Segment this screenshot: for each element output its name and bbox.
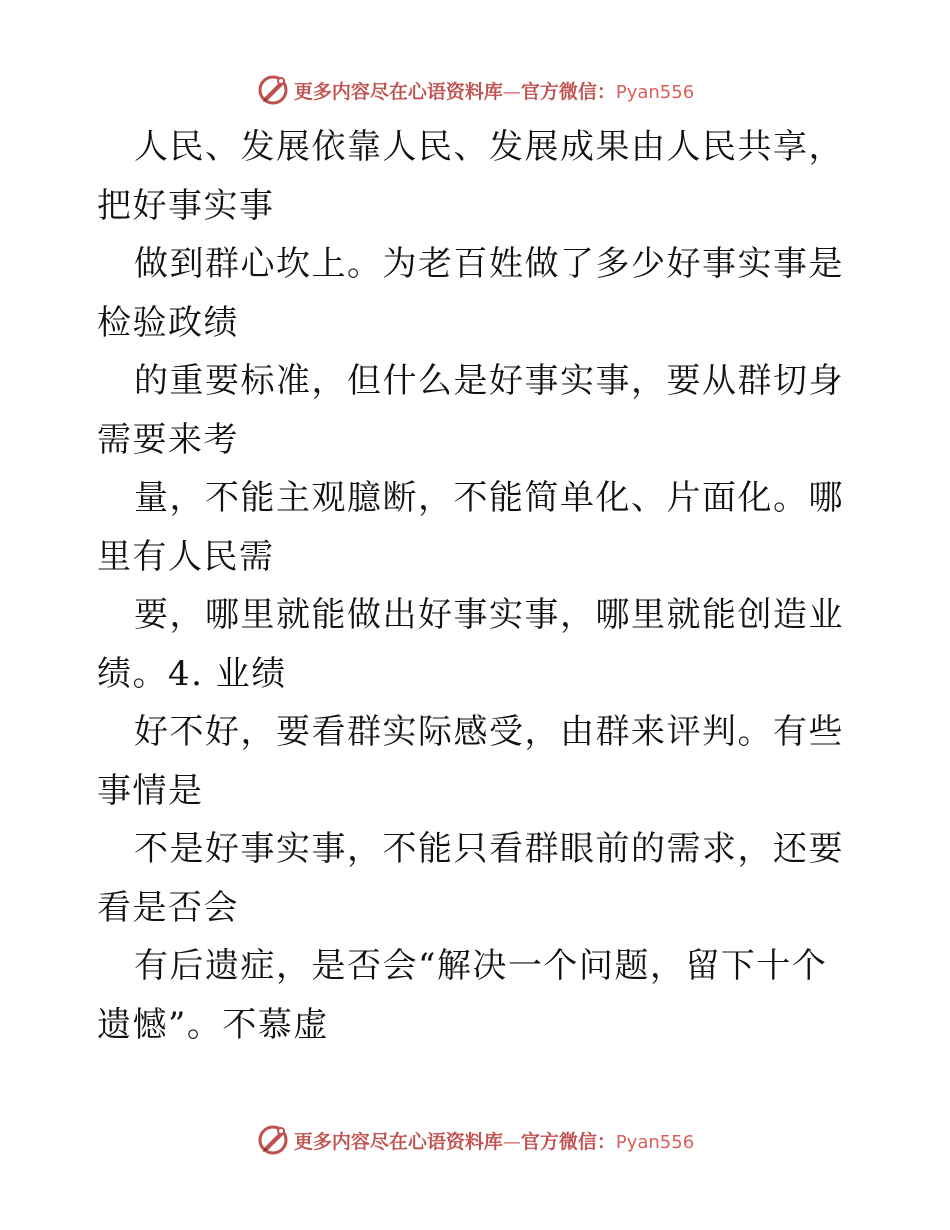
paragraph — [97, 352, 857, 469]
paragraph-line: 人民、发展依靠人民、发展成果由人民共享，把 — [97, 127, 844, 226]
paragraph-line: 好不好，要看群实际感受，由群来评判。有些事 — [97, 712, 844, 811]
paragraph — [97, 469, 857, 586]
paragraph-line: 量，不能主观臆断，不能简单化、片面化。哪里 — [97, 478, 844, 577]
paragraph-line: 要，哪里就能做出好事实事，哪里就能创造业 — [134, 595, 844, 635]
pen-logo-icon — [256, 1123, 290, 1157]
paragraph-line: 有人民需 — [132, 536, 275, 577]
header-banner — [0, 70, 950, 110]
document-body — [97, 118, 857, 1054]
paragraph-line: 有后遗症，是否会“解决一个问题，留下十个遗 — [97, 946, 828, 1045]
banner-separator: — — [502, 81, 521, 103]
paragraph-line: 做到群心坎上。为老百姓做了多少好事实事是检 — [97, 244, 844, 343]
banner-wechat-id: Pyan556 — [615, 1131, 695, 1153]
paragraph-line: 憾”。不慕虚 — [132, 1004, 329, 1045]
paragraph-line: 是否会 — [132, 887, 239, 928]
paragraph-line: 要来考 — [132, 419, 239, 460]
paragraph — [97, 235, 857, 352]
paragraph — [97, 937, 857, 1054]
banner-text — [294, 1127, 694, 1154]
banner-text — [294, 77, 694, 104]
paragraph — [97, 586, 857, 703]
footer-banner — [0, 1120, 950, 1160]
banner-wechat-label: 官方微信： — [520, 1130, 616, 1153]
paragraph-line: 好事实事 — [132, 185, 275, 226]
paragraph-line: 不是好事实事，不能只看群眼前的需求，还要看 — [97, 829, 844, 928]
paragraph — [97, 118, 857, 235]
paragraph-line: 验政绩 — [132, 302, 239, 343]
banner-wechat-label: 官方微信： — [520, 80, 616, 103]
banner-wechat-id: Pyan556 — [615, 81, 695, 103]
banner-separator: — — [502, 1131, 521, 1153]
paragraph-line: 情是 — [132, 770, 204, 811]
paragraph — [97, 703, 857, 820]
pen-logo-icon — [256, 73, 290, 107]
banner-main-text: 更多内容尽在心语资料库 — [293, 1130, 503, 1153]
paragraph-line: 的重要标准，但什么是好事实事，要从群切身需 — [97, 361, 844, 460]
banner-main-text: 更多内容尽在心语资料库 — [293, 80, 503, 103]
paragraph-line: 绩。4. 业绩 — [97, 653, 287, 694]
paragraph — [97, 820, 857, 937]
